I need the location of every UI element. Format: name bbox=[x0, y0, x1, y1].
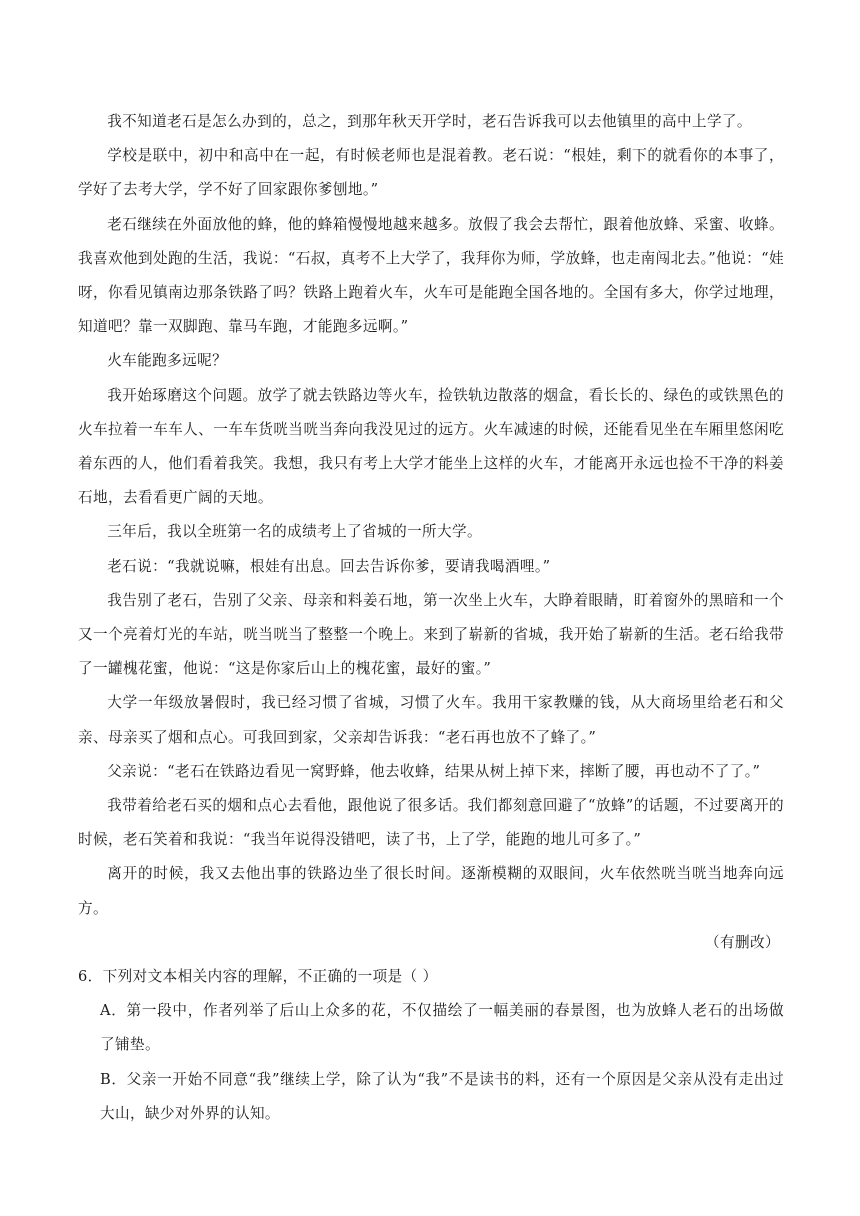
article-paragraph: 老石说：“我就说嘛，根娃有出息。回去告诉你爹，要请我喝酒哩。” bbox=[107, 557, 551, 575]
article-paragraph: 父亲说：“老石在铁路边看见一窝野蜂，他去收蜂，结果从树上掉下来，摔断了腰，再也动不了了。” bbox=[107, 762, 761, 780]
article-paragraph: 我告别了老石，告别了父亲、母亲和料姜石地，第一次坐上火车，大睁着眼睛，盯着窗外的黑暗和一个又一个亮着灯光的车站，咣当咣当了整整一个晚上。来到了崭新的省城，我开始了崭新的生活。老石给我带了一罐槐花蜜，他说：“这是你家后山上的槐花蜜，最好的蜜。” bbox=[78, 591, 784, 678]
article-paragraph: 三年后，我以全班第一名的成绩考上了省城的一所大学。 bbox=[107, 523, 483, 541]
article-paragraph: 我不知道老石是怎么办到的，总之，到那年秋天开学时，老石告诉我可以去他镇里的高中上学了。 bbox=[107, 113, 752, 130]
answer-option-b: B．父亲一开始不同意“我”继续上学，除了认为“我”不是读书的料，还有一个原因是父亲从没有走出过大山，缺少对外界的认知。 bbox=[100, 1070, 784, 1122]
document-page bbox=[78, 105, 784, 1131]
answer-option-a: A．第一段中，作者列举了后山上众多的花，不仅描绘了一幅美丽的春景图，也为放蜂人老石的出场做了铺垫。 bbox=[100, 1002, 784, 1054]
source-note: （有删改） bbox=[705, 933, 780, 951]
article-paragraph: 学校是联中，初中和高中在一起，有时候老师也是混着教。老石说：“根娃，剩下的就看你的本事了，学好了去考大学，学不好了回家跟你爹刨地。” bbox=[78, 147, 784, 199]
article-paragraph: 老石继续在外面放他的蜂，他的蜂箱慢慢地越来越多。放假了我会去帮忙，跟着他放蜂、采蜜、收蜂。我喜欢他到处跑的生活，我说：“石叔，真考不上大学了，我拜你为师，学放蜂，也走南闯北去。”他说：“娃呀，你看见镇南边那条铁路了吗？铁路上跑着火车，火车可是能跑全国各地的。全国有多大，你学过地理，知道吧？靠一双脚跑、靠马车跑，才能跑多远啊。” bbox=[78, 215, 784, 336]
article-paragraph: 我开始琢磨这个问题。放学了就去铁路边等火车，捡铁轨边散落的烟盒，看长长的、绿色的或铁黑色的火车拉着一车车人、一车车货咣当咣当奔向我没见过的远方。火车减速的时候，还能看见坐在车厢里悠闲吃着东西的人，他们看着我笑。我想，我只有考上大学才能坐上这样的火车，才能离开永远也捡不干净的料姜石地，去看看更广阔的天地。 bbox=[78, 386, 784, 507]
article-paragraph: 我带着给老石买的烟和点心去看他，跟他说了很多话。我们都刻意回避了“放蜂”的话题，不过要离开的时候，老石笑着和我说：“我当年说得没错吧，读了书，上了学，能跑的地儿可多了。” bbox=[78, 797, 784, 849]
article-paragraph: 火车能跑多远呢？ bbox=[107, 352, 228, 370]
article-paragraph: 离开的时候，我又去他出事的铁路边坐了很长时间。逐渐模糊的双眼间，火车依然咣当咣当地奔向远方。 bbox=[78, 865, 784, 917]
question-stem: 6．下列对文本相关内容的理解，不正确的一项是（ ） bbox=[78, 968, 438, 986]
article-paragraph: 大学一年级放暑假时，我已经习惯了省城，习惯了火车。我用干家教赚的钱，从大商场里给老石和父亲、母亲买了烟和点心。可我回到家，父亲却告诉我：“老石再也放不了蜂了。” bbox=[78, 694, 784, 746]
